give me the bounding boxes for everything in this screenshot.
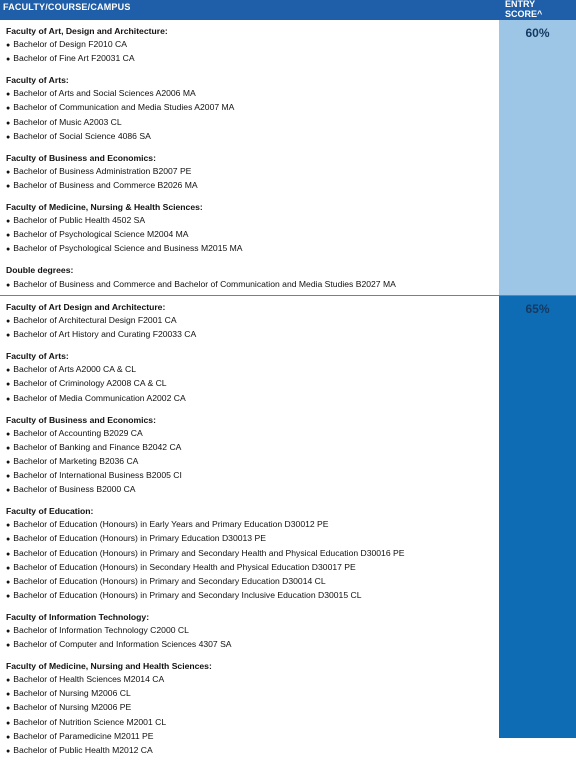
score-cell: [499, 20, 576, 295]
course-label: Bachelor of Education (Honours) in Early Years and Primary Education D30012 PE: [13, 519, 329, 530]
course-item: [6, 624, 495, 638]
faculty-group: [6, 25, 495, 66]
course-label: Bachelor of Education (Honours) in Primary and Secondary Health and Physical Education D30016 PE: [13, 547, 405, 558]
bullet-icon: ●: [6, 381, 11, 389]
course-item: [6, 455, 495, 469]
course-item: [6, 377, 495, 391]
course-item: [6, 532, 495, 546]
entry-score: 60%: [525, 26, 550, 40]
table-header: [0, 0, 576, 20]
course-label: Bachelor of Nutrition Science M2001 CL: [13, 716, 167, 727]
course-label: Bachelor of Nursing M2006 PE: [13, 702, 132, 713]
section-65: [0, 295, 576, 755]
course-item: [6, 278, 495, 292]
bullet-icon: ●: [6, 218, 11, 226]
bullet-icon: ●: [6, 367, 11, 375]
course-label: Bachelor of Business Administration B2007 PE: [13, 165, 192, 176]
bullet-icon: ●: [6, 232, 11, 240]
course-item: [6, 314, 495, 328]
course-item: [6, 638, 495, 652]
faculty-title: Faculty of Medicine, Nursing and Health Sciences:: [6, 661, 212, 672]
course-label: Bachelor of Nursing M2006 CL: [13, 688, 131, 699]
course-item: [6, 469, 495, 483]
course-label: Bachelor of Media Communication A2002 CA: [13, 392, 186, 403]
course-item: [6, 547, 495, 561]
bullet-icon: ●: [6, 56, 11, 64]
bullet-icon: ●: [6, 133, 11, 141]
course-label: Bachelor of International Business B2005 CI: [13, 470, 182, 481]
course-label: Bachelor of Psychological Science M2004 MA: [13, 229, 189, 240]
bullet-icon: ●: [6, 105, 11, 113]
course-label: Bachelor of Communication and Media Studies A2007 MA: [13, 102, 235, 113]
course-item: [6, 561, 495, 575]
faculty-group: [6, 611, 495, 652]
course-label: Bachelor of Accounting B2029 CA: [13, 427, 143, 438]
course-label: Bachelor of Architectural Design F2001 CA: [13, 315, 177, 326]
course-item: [6, 214, 495, 228]
bullet-icon: ●: [6, 627, 11, 635]
course-label: Bachelor of Education (Honours) in Primary Education D30013 PE: [13, 533, 266, 544]
course-label: Bachelor of Criminology A2008 CA & CL: [13, 378, 167, 389]
bullet-icon: ●: [6, 487, 11, 495]
course-label: Bachelor of Social Science 4086 SA: [13, 130, 151, 141]
course-label: Bachelor of Arts A2000 CA & CL: [13, 364, 137, 375]
course-list: [6, 25, 495, 300]
bullet-icon: ●: [6, 182, 11, 190]
faculty-group: [6, 301, 495, 342]
course-item: [6, 165, 495, 179]
course-item: [6, 575, 495, 589]
course-item: [6, 101, 495, 115]
header-faculty-course-campus: FACULTY/COURSE/CAMPUS: [3, 2, 131, 12]
bullet-icon: ●: [6, 246, 11, 254]
faculty-title: Faculty of Business and Economics:: [6, 414, 156, 425]
course-label: Bachelor of Psychological Science and Business M2015 MA: [13, 243, 243, 254]
bullet-icon: ●: [6, 332, 11, 340]
faculty-group: [6, 201, 495, 256]
course-label: Bachelor of Public Health M2012 CA: [13, 744, 153, 755]
course-item: [6, 589, 495, 603]
faculty-group: [6, 152, 495, 193]
entry-score: 65%: [525, 302, 550, 316]
bullet-icon: ●: [6, 444, 11, 452]
course-label: Bachelor of Business and Commerce and Bachelor of Communication and Media Studies B2027 MA: [13, 278, 396, 289]
course-item: [6, 52, 495, 66]
bullet-icon: ●: [6, 91, 11, 99]
course-list: [6, 301, 495, 766]
course-item: [6, 730, 495, 744]
faculty-title: Faculty of Art Design and Architecture:: [6, 302, 166, 312]
course-item: [6, 441, 495, 455]
bullet-icon: ●: [6, 677, 11, 685]
faculty-title: Double degrees:: [6, 265, 74, 276]
course-list-cell: [0, 20, 500, 295]
course-label: Bachelor of Business and Commerce B2026 MA: [13, 179, 198, 190]
bullet-icon: ●: [6, 119, 11, 127]
course-label: Bachelor of Education (Honours) in Primary and Secondary Inclusive Education D30015 CL: [13, 589, 362, 600]
course-item: [6, 673, 495, 687]
bullet-icon: ●: [6, 733, 11, 741]
course-item: [6, 518, 495, 532]
bullet-icon: ●: [6, 522, 11, 530]
course-label: Bachelor of Arts and Social Sciences A2006 MA: [13, 88, 196, 99]
bullet-icon: ●: [6, 642, 11, 650]
bullet-icon: ●: [6, 281, 11, 289]
faculty-title: Faculty of Arts:: [6, 351, 69, 362]
bullet-icon: ●: [6, 592, 11, 600]
course-label: Bachelor of Computer and Information Sciences 4307 SA: [13, 639, 232, 650]
course-item: [6, 363, 495, 377]
course-label: Bachelor of Music A2003 CL: [13, 116, 122, 127]
bullet-icon: ●: [6, 430, 11, 438]
course-item: [6, 744, 495, 758]
course-item: [6, 483, 495, 497]
course-item: [6, 116, 495, 130]
course-item: [6, 87, 495, 101]
bullet-icon: ●: [6, 564, 11, 572]
faculty-title: Faculty of Business and Economics:: [6, 152, 156, 163]
course-item: [6, 179, 495, 193]
course-item: [6, 130, 495, 144]
course-label: Bachelor of Health Sciences M2014 CA: [13, 674, 165, 685]
bullet-icon: ●: [6, 536, 11, 544]
course-item: [6, 701, 495, 715]
course-list-cell: [0, 296, 500, 755]
faculty-title: Faculty of Medicine, Nursing & Health Sciences:: [6, 202, 203, 213]
bullet-icon: ●: [6, 473, 11, 481]
course-item: [6, 38, 495, 52]
faculty-group: [6, 414, 495, 498]
course-item: [6, 716, 495, 730]
course-label: Bachelor of Public Health 4502 SA: [13, 215, 146, 226]
course-label: Bachelor of Art History and Curating F20033 CA: [13, 329, 197, 340]
bullet-icon: ●: [6, 318, 11, 326]
course-item: [6, 687, 495, 701]
faculty-group: [6, 74, 495, 143]
bullet-icon: ●: [6, 458, 11, 466]
course-item: [6, 427, 495, 441]
bullet-icon: ●: [6, 168, 11, 176]
header-entry-score: [505, 0, 542, 19]
faculty-group: [6, 264, 495, 291]
bullet-icon: ●: [6, 719, 11, 727]
course-item: [6, 242, 495, 256]
faculty-title: Faculty of Arts:: [6, 75, 69, 86]
section-60: [0, 20, 576, 295]
faculty-group: [6, 660, 495, 758]
course-item: [6, 228, 495, 242]
bullet-icon: ●: [6, 705, 11, 713]
bullet-icon: ●: [6, 691, 11, 699]
course-label: Bachelor of Design F2010 CA: [13, 39, 127, 50]
bullet-icon: ●: [6, 395, 11, 403]
course-label: Bachelor of Fine Art F20031 CA: [13, 53, 135, 64]
bullet-icon: ●: [6, 42, 11, 50]
faculty-group: [6, 505, 495, 603]
course-item: [6, 328, 495, 342]
course-label: Bachelor of Education (Honours) in Primary and Secondary Education D30014 CL: [13, 575, 326, 586]
bullet-icon: ●: [6, 578, 11, 586]
header-entry-line1: ENTRY: [505, 0, 536, 9]
course-label: Bachelor of Education (Honours) in Secondary Health and Physical Education D30017 PE: [13, 561, 356, 572]
course-label: Bachelor of Banking and Finance B2042 CA: [13, 441, 182, 452]
header-entry-line2: SCORE^: [505, 8, 543, 19]
bullet-icon: ●: [6, 550, 11, 558]
faculty-title: Faculty of Art, Design and Architecture:: [6, 26, 168, 36]
course-label: Bachelor of Marketing B2036 CA: [13, 455, 139, 466]
faculty-title: Faculty of Education:: [6, 506, 94, 517]
course-label: Bachelor of Paramedicine M2011 PE: [13, 730, 154, 741]
course-item: [6, 392, 495, 406]
faculty-title: Faculty of Information Technology:: [6, 611, 150, 622]
bullet-icon: ●: [6, 747, 11, 755]
faculty-group: [6, 350, 495, 405]
course-label: Bachelor of Information Technology C2000 CL: [13, 624, 189, 635]
course-label: Bachelor of Business B2000 CA: [13, 484, 136, 495]
score-cell: [499, 296, 576, 738]
